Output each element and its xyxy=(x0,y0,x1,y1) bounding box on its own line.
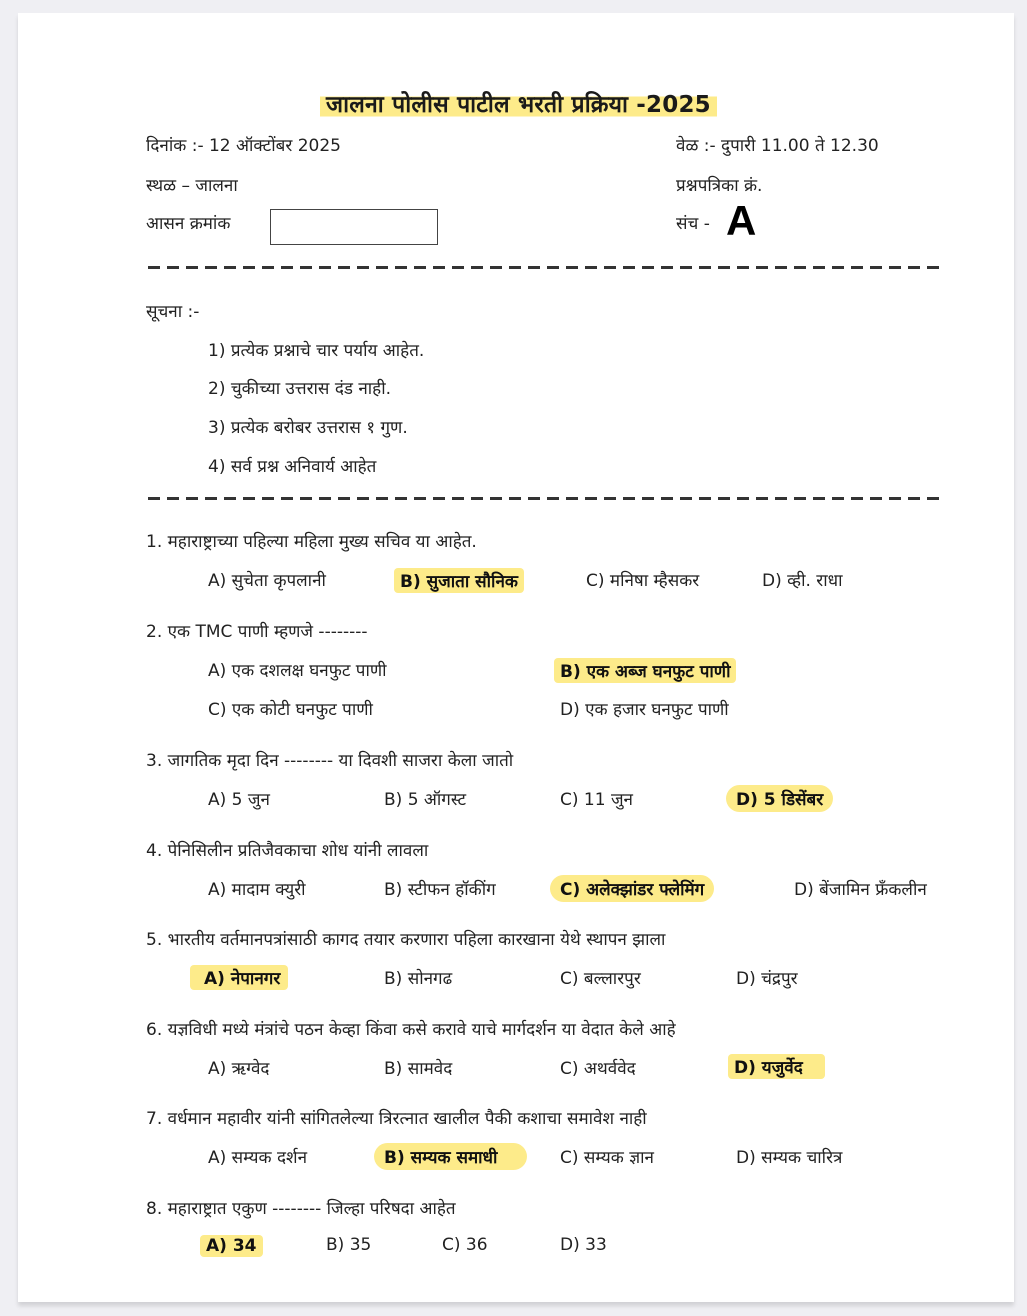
q7-option-b-correct: B) सम्यक समाधी xyxy=(374,1143,527,1170)
instruction-item: 1) प्रत्येक प्रश्नाचे चार पर्याय आहेत. xyxy=(208,341,425,361)
q8-option-c: C) 36 xyxy=(442,1235,488,1255)
set-label: संच - xyxy=(676,214,710,234)
instruction-item: 3) प्रत्येक बरोबर उत्तरास १ गुण. xyxy=(208,418,408,438)
q2-option-b-correct: B) एक अब्ज घनफुट पाणी xyxy=(554,658,736,683)
dashed-divider xyxy=(148,497,944,500)
q5-option-b: B) सोनगढ xyxy=(384,969,453,989)
seat-number-label: आसन क्रमांक xyxy=(146,214,231,234)
question-paper-number-label: प्रश्नपत्रिका क्रं. xyxy=(676,176,763,196)
q7-option-a: A) सम्यक दर्शन xyxy=(208,1148,308,1168)
exam-time: वेळ :- दुपारी 11.00 ते 12.30 xyxy=(676,136,879,156)
question-8: 8. महाराष्ट्रात एकुण -------- जिल्हा परिषदा आहेत xyxy=(146,1199,456,1219)
paper-title: जालना पोलीस पाटील भरती प्रक्रिया -2025 xyxy=(320,87,717,119)
question-6: 6. यज्ञविधी मध्ये मंत्रांचे पठन केव्हा किंवा कसे करावे याचे मार्गदर्शन या वेदात केले आहे xyxy=(146,1020,676,1040)
dashed-divider xyxy=(148,266,944,269)
set-value: A xyxy=(726,197,757,244)
question-2: 2. एक TMC पाणी म्हणजे -------- xyxy=(146,622,368,642)
q6-option-d-correct: D) यजुर्वेद xyxy=(728,1054,825,1079)
q8-option-b: B) 35 xyxy=(326,1235,372,1255)
q8-option-a-correct: A) 34 xyxy=(200,1235,263,1257)
q1-option-c: C) मनिषा म्हैसकर xyxy=(586,571,700,591)
q8-option-d: D) 33 xyxy=(560,1235,607,1255)
q4-option-c-correct: C) अलेक्झांडर फ्लेमिंग xyxy=(550,875,714,902)
q5-option-a-correct: A) नेपानगर xyxy=(190,965,288,990)
q5-option-c: C) बल्लारपुर xyxy=(560,969,641,989)
exam-place: स्थळ – जालना xyxy=(146,176,238,196)
exam-date: दिनांक :- 12 ऑक्टोंबर 2025 xyxy=(146,136,341,156)
seat-number-field[interactable] xyxy=(270,209,438,245)
q3-option-c: C) 11 जुन xyxy=(560,790,633,810)
question-4: 4. पेनिसिलीन प्रतिजैवकाचा शोध यांनी लावला xyxy=(146,841,429,861)
q5-option-d: D) चंद्रपुर xyxy=(736,969,798,989)
instruction-item: 2) चुकीच्या उत्तरास दंड नाही. xyxy=(208,379,392,399)
q3-option-a: A) 5 जुन xyxy=(208,790,270,810)
q4-option-d: D) बेंजामिन फ्रँकलीन xyxy=(794,880,927,900)
question-paper-page xyxy=(18,13,1014,1302)
q3-option-d-correct: D) 5 डिसेंबर xyxy=(726,785,833,812)
question-5: 5. भारतीय वर्तमानपत्रांसाठी कागद तयार करणारा पहिला कारखाना येथे स्थापन झाला xyxy=(146,930,666,950)
question-1: 1. महाराष्ट्राच्या पहिल्या महिला मुख्य सचिव या आहेत. xyxy=(146,532,477,552)
q6-option-a: A) ऋग्वेद xyxy=(208,1059,270,1079)
q1-option-a: A) सुचेता कृपलानी xyxy=(208,571,326,591)
question-3: 3. जागतिक मृदा दिन -------- या दिवशी साजरा केला जातो xyxy=(146,751,514,771)
q2-option-c: C) एक कोटी घनफुट पाणी xyxy=(208,700,373,720)
q4-option-a: A) मादाम क्युरी xyxy=(208,880,306,900)
q1-option-d: D) व्ही. राधा xyxy=(762,571,843,591)
question-7: 7. वर्धमान महावीर यांनी सांगितलेल्या त्रिरत्नात खालील पैकी कशाचा समावेश नाही xyxy=(146,1109,647,1129)
q1-option-b-correct: B) सुजाता सौनिक xyxy=(394,568,524,593)
instruction-item: 4) सर्व प्रश्न अनिवार्य आहेत xyxy=(208,457,377,477)
q4-option-b: B) स्टीफन हॉकींग xyxy=(384,880,496,900)
instructions-heading: सूचना :- xyxy=(146,302,200,322)
q6-option-b: B) सामवेद xyxy=(384,1059,453,1079)
q2-option-a: A) एक दशलक्ष घनफुट पाणी xyxy=(208,661,387,681)
q7-option-d: D) सम्यक चारित्र xyxy=(736,1148,843,1168)
q3-option-b: B) 5 ऑगस्ट xyxy=(384,790,467,810)
q2-option-d: D) एक हजार घनफुट पाणी xyxy=(560,700,729,720)
q7-option-c: C) सम्यक ज्ञान xyxy=(560,1148,654,1168)
q6-option-c: C) अथर्ववेद xyxy=(560,1059,636,1079)
